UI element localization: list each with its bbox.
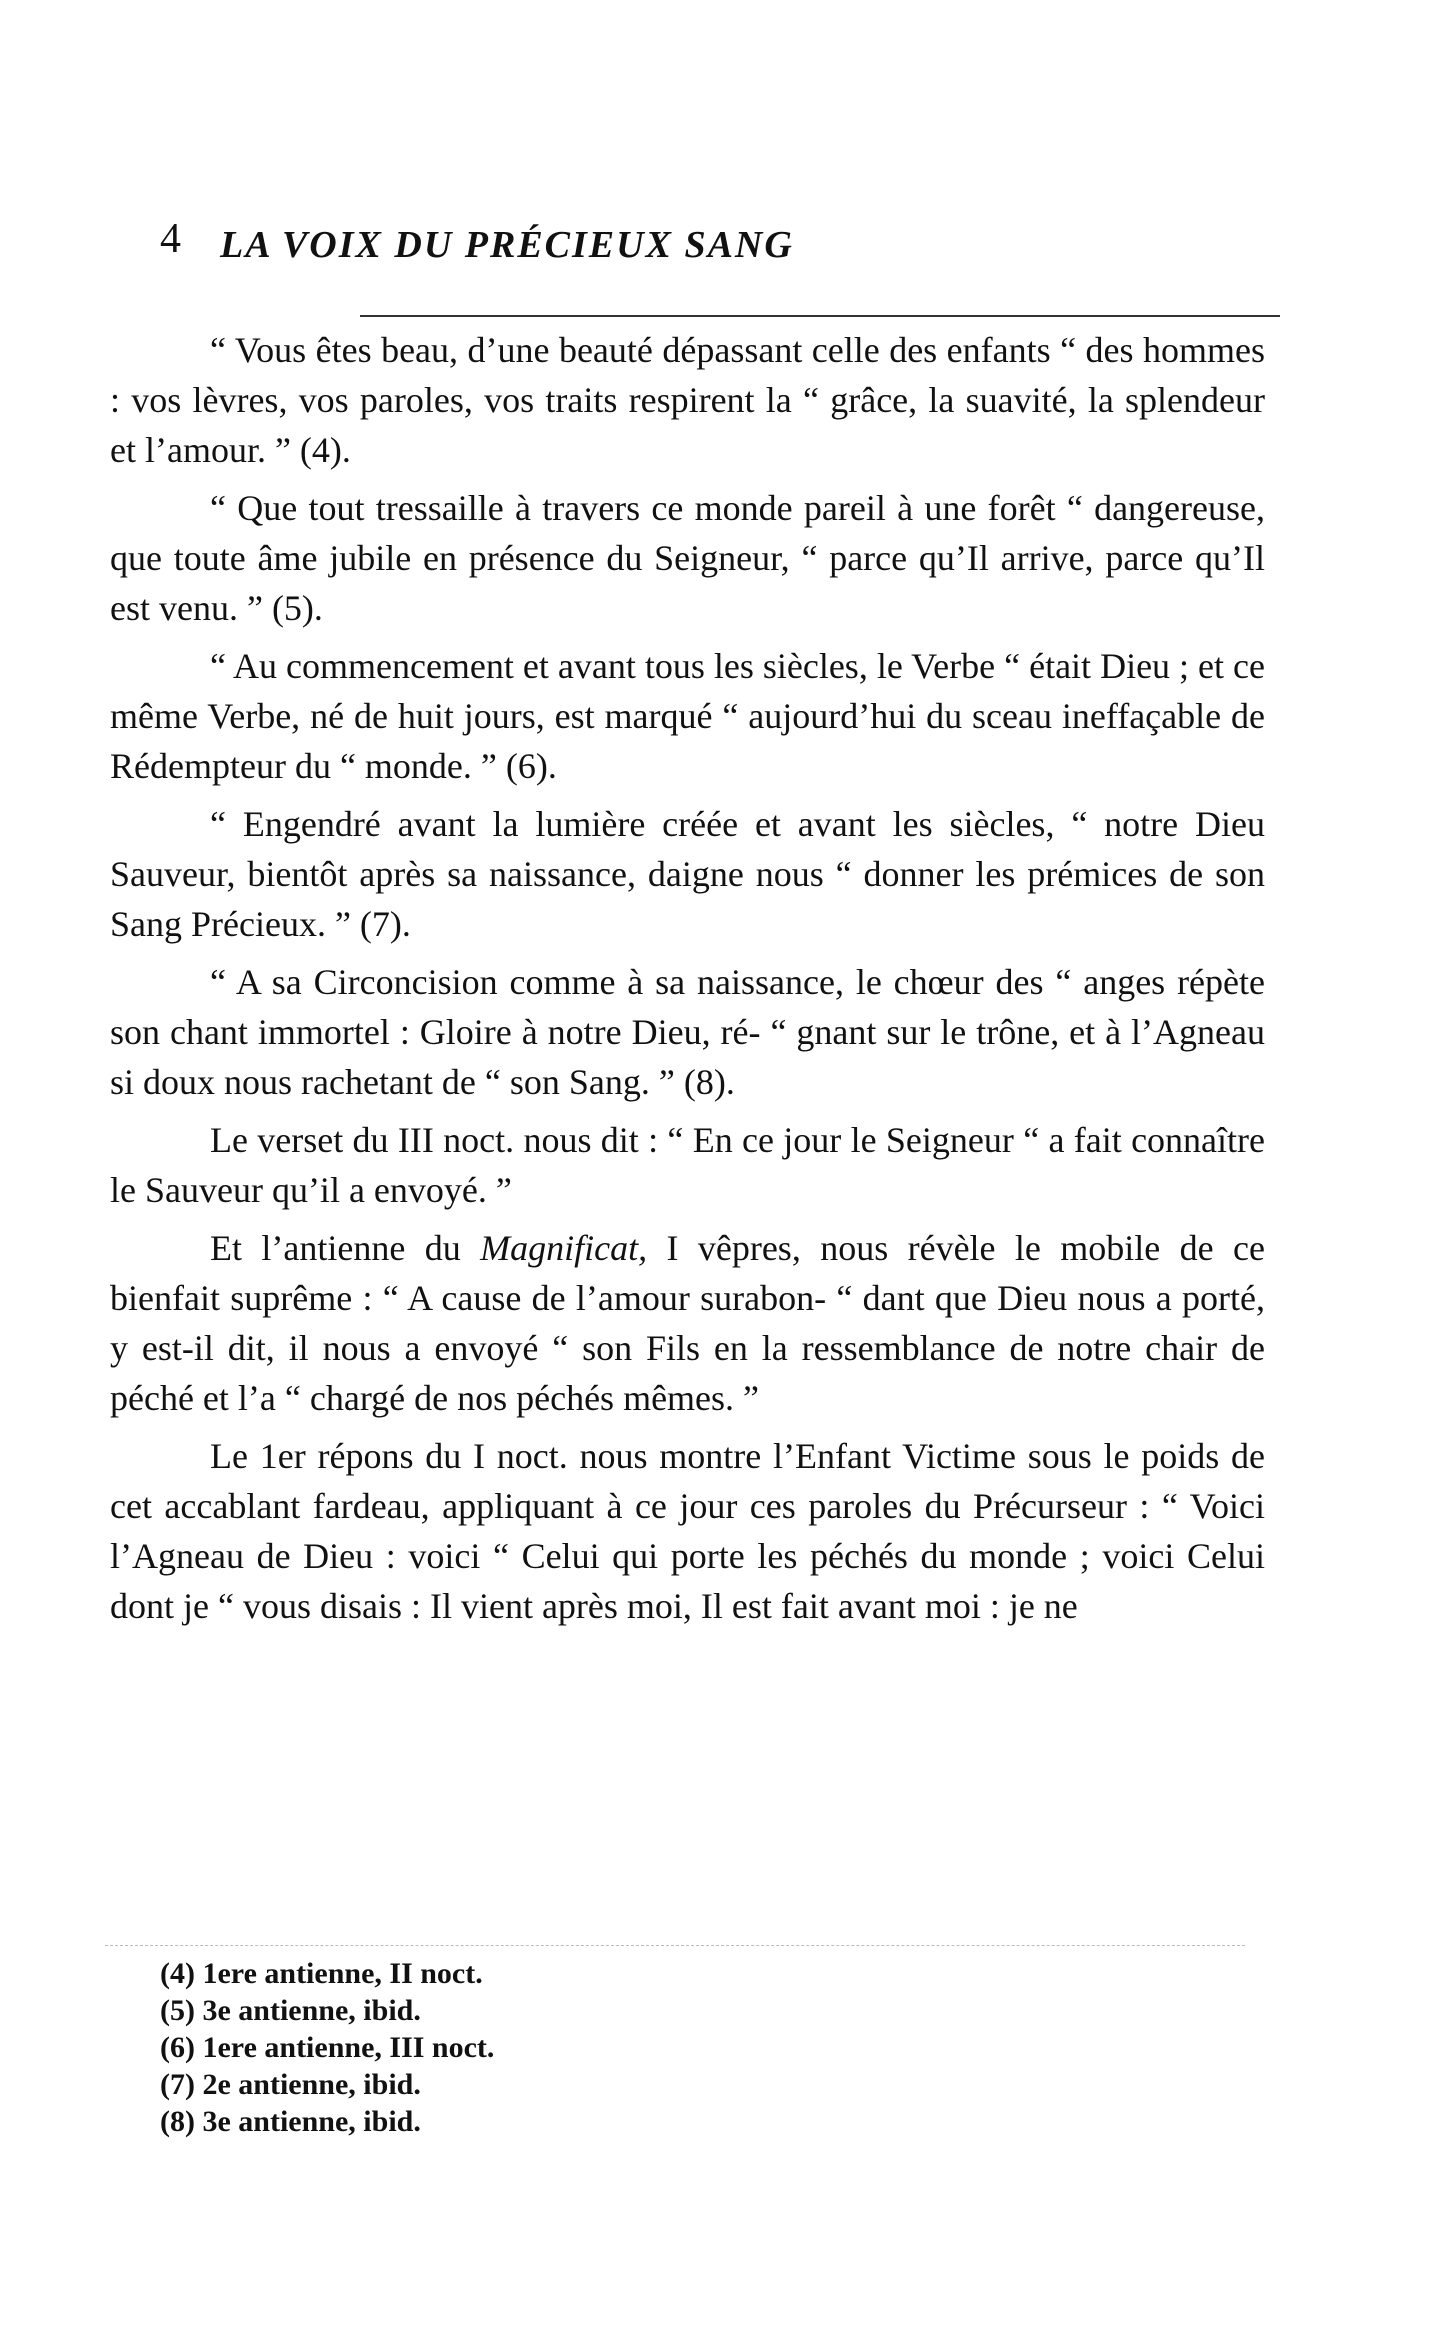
footnote: (4) 1ere antienne, II noct. xyxy=(160,1957,483,1990)
footnote: (6) 1ere antienne, III noct. xyxy=(160,2031,495,2064)
running-title: LA VOIX DU PRÉCIEUX SANG xyxy=(220,224,794,266)
page-number: 4 xyxy=(160,216,181,262)
footnote-rule xyxy=(105,1945,1245,1946)
paragraph-text: Et l’antienne du xyxy=(210,1228,481,1268)
paragraph xyxy=(110,1223,1265,1423)
italic-title: Magnificat, xyxy=(480,1228,648,1268)
paragraph: Le verset du III noct. nous dit : “ En ce jour le Seigneur “ a fait connaître le Sauveur qu’il a envoyé. ” xyxy=(110,1120,1265,1210)
paragraph: “ Engendré avant la lumière créée et avant les siècles, “ notre Dieu Sauveur, bientôt après sa naissance, daigne nous “ donner les prémices de son Sang Précieux. ” (7). xyxy=(110,804,1265,944)
footnote: (7) 2e antienne, ibid. xyxy=(160,2068,421,2101)
paragraph-text: I vêpres, nous révèle le mobile de ce bienfait suprême : “ A cause de l’amour surabon- “ dant que Dieu nous a porté, y est-il dit, il nous a envoyé “ son Fils en la ressemblance de notre chair de péché et l’a “ chargé de nos péchés mêmes. ” xyxy=(110,1228,1266,1418)
paragraph: “ Vous êtes beau, d’une beauté dépassant celle des enfants “ des hommes : vos lèvres, vos paroles, vos traits respirent la “ grâce, la suavité, la splendeur et l’amour. ” (4). xyxy=(110,330,1265,470)
page-header xyxy=(160,205,1280,275)
paragraph: “ Que tout tressaille à travers ce monde pareil à une forêt “ dangereuse, que toute âme jubile en présence du Seigneur, “ parce qu’Il arrive, parce qu’Il est venu. ” (5). xyxy=(110,488,1265,628)
paragraph: Le 1er répons du I noct. nous montre l’Enfant Victime sous le poids de cet accablant fardeau, appliquant à ce jour ces paroles du Précurseur : “ Voici l’Agneau de Dieu : voici “ Celui qui porte les péchés du monde ; voici Celui dont je “ vous disais : Il vient après moi, Il est fait avant moi : je ne xyxy=(110,1436,1265,1626)
footnote: (8) 3e antienne, ibid. xyxy=(160,2105,421,2138)
paragraph: “ Au commencement et avant tous les siècles, le Verbe “ était Dieu ; et ce même Verbe, né de huit jours, est marqué “ aujourd’hui du sceau ineffaçable de Rédempteur du “ monde. ” (6). xyxy=(110,646,1265,786)
header-rule xyxy=(360,315,1280,317)
footnotes xyxy=(160,1955,860,2140)
body-text xyxy=(110,325,1265,1639)
footnote: (5) 3e antienne, ibid. xyxy=(160,1994,421,2027)
paragraph: “ A sa Circoncision comme à sa naissance, le chœur des “ anges répète son chant immortel : Gloire à notre Dieu, ré- “ gnant sur le trône, et à l’Agneau si doux nous rachetant de “ son Sang. ” (8). xyxy=(110,962,1265,1102)
